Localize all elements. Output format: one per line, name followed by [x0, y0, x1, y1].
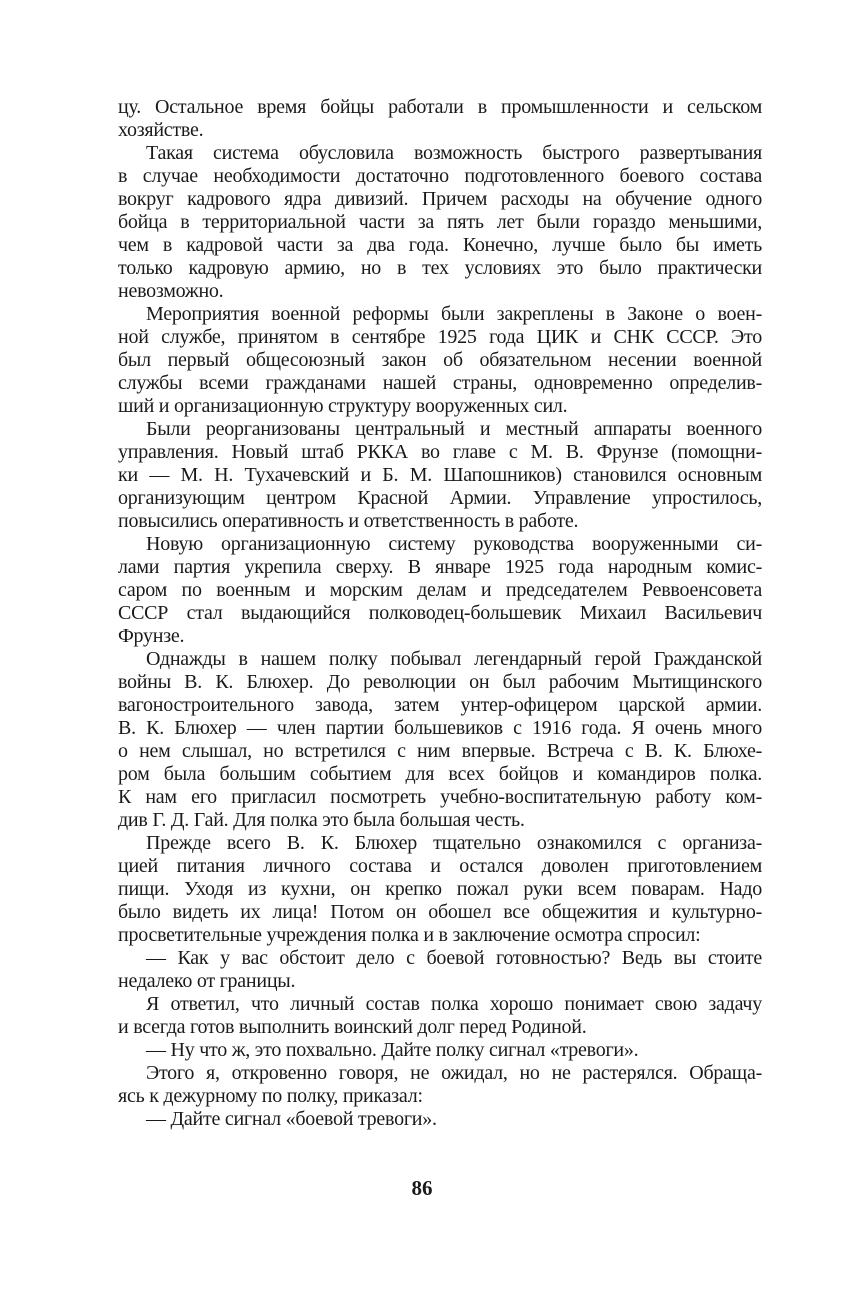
text-line: Фрунзе.	[118, 625, 185, 647]
page-body-text	[118, 96, 762, 1131]
text-line: ший и организационную структуру вооруженных сил.	[118, 395, 568, 417]
text-line: цу. Остальное время бойцы работали в промышленности и сельском	[118, 96, 762, 118]
text-line: повысились оперативность и ответственность в работе.	[118, 510, 579, 532]
text-line: хозяйстве.	[118, 119, 204, 141]
text-line: Новую организационную систему руководства вооруженными си-	[146, 533, 762, 555]
paragraph	[118, 533, 762, 648]
text-line: невозможно.	[118, 280, 224, 302]
page-number: 86	[411, 1176, 433, 1200]
text-line: ки — М. Н. Тухачевский и Б. М. Шапошников) становился основным	[118, 464, 762, 486]
paragraph	[118, 418, 762, 533]
text-line: войны В. К. Блюхер. До революции он был рабочим Мытищинского	[118, 671, 762, 693]
paragraph	[118, 993, 762, 1039]
text-line: только кадровую армию, но в тех условиях это было практически	[118, 257, 762, 279]
text-line: лами партия укрепила сверху. В январе 1925 года народным комис-	[118, 556, 762, 578]
text-line: Однажды в нашем полку побывал легендарный герой Гражданской	[146, 648, 762, 670]
text-line: о нем слышал, но встретился с ним впервые. Встреча с В. К. Блюхе-	[118, 740, 762, 762]
text-line: Были реорганизованы центральный и местный аппараты военного	[146, 418, 762, 440]
paragraph	[118, 303, 762, 418]
text-line: саром по военным и морским делам и председателем Реввоенсовета	[118, 579, 762, 601]
text-line: К нам его пригласил посмотреть учебно-воспитательную работу ком-	[118, 786, 762, 808]
text-line: в случае необходимости достаточно подготовленного боевого состава	[118, 165, 762, 187]
text-line: вокруг кадрового ядра дивизий. Причем расходы на обучение одного	[118, 188, 762, 210]
text-line: Такая система обусловила возможность быстрого развертывания	[146, 142, 762, 164]
text-line: было видеть их лица! Потом он обошел все общежития и культурно-	[118, 901, 762, 923]
text-line: В. К. Блюхер — член партии большевиков с 1916 года. Я очень много	[118, 717, 762, 739]
text-line: — Дайте сигнал «боевой тревоги».	[146, 1108, 437, 1130]
text-line: ром была большим событием для всех бойцов и командиров полка.	[118, 763, 762, 785]
text-line: был первый общесоюзный закон об обязательном несении военной	[118, 349, 762, 371]
text-line: просветительные учреждения полка и в заключение осмотра спросил:	[118, 924, 701, 946]
text-line: Этого я, откровенно говоря, не ожидал, но не растерялся. Обраща-	[146, 1062, 762, 1084]
paragraph	[118, 832, 762, 947]
text-line: бойца в территориальной части за пять лет были гораздо меньшими,	[118, 211, 762, 233]
text-line: организующим центром Красной Армии. Управление упростилось,	[118, 487, 762, 509]
paragraph	[118, 1039, 762, 1062]
text-line: СССР стал выдающийся полководец-большевик Михаил Васильевич	[118, 602, 762, 624]
paragraph	[118, 142, 762, 303]
text-line: службы всеми гражданами нашей страны, одновременно определив-	[118, 372, 762, 394]
text-line: Мероприятия военной реформы были закреплены в Законе о воен-	[146, 303, 762, 325]
text-line: чем в кадровой части за два года. Конечно, лучше было бы иметь	[118, 234, 762, 256]
text-line: — Ну что ж, это похвально. Дайте полку сигнал «тревоги».	[146, 1039, 639, 1061]
text-line: — Как у вас обстоит дело с боевой готовностью? Ведь вы стоите	[146, 947, 762, 969]
paragraph	[118, 648, 762, 832]
text-line: цией питания личного состава и остался доволен приготовлением	[118, 855, 762, 877]
text-line: ясь к дежурному по полку, приказал:	[118, 1085, 423, 1107]
text-line: вагоностроительного завода, затем унтер-офицером царской армии.	[118, 694, 762, 716]
paragraph	[118, 96, 762, 142]
text-line: недалеко от границы.	[118, 970, 296, 992]
text-line: пищи. Уходя из кухни, он крепко пожал руки всем поварам. Надо	[118, 878, 762, 900]
text-line: ной службе, принятом в сентябре 1925 года ЦИК и СНК СССР. Это	[118, 326, 762, 348]
paragraph	[118, 1108, 762, 1131]
text-line: Прежде всего В. К. Блюхер тщательно ознакомился с организа-	[146, 832, 762, 854]
paragraph	[118, 947, 762, 993]
text-line: управления. Новый штаб РККА во главе с М. В. Фрунзе (помощни-	[118, 441, 762, 463]
text-line: див Г. Д. Гай. Для полка это была большая честь.	[118, 809, 525, 831]
text-line: и всегда готов выполнить воинский долг перед Родиной.	[118, 1016, 587, 1038]
paragraph	[118, 1062, 762, 1108]
text-line: Я ответил, что личный состав полка хорошо понимает свою задачу	[146, 993, 762, 1015]
